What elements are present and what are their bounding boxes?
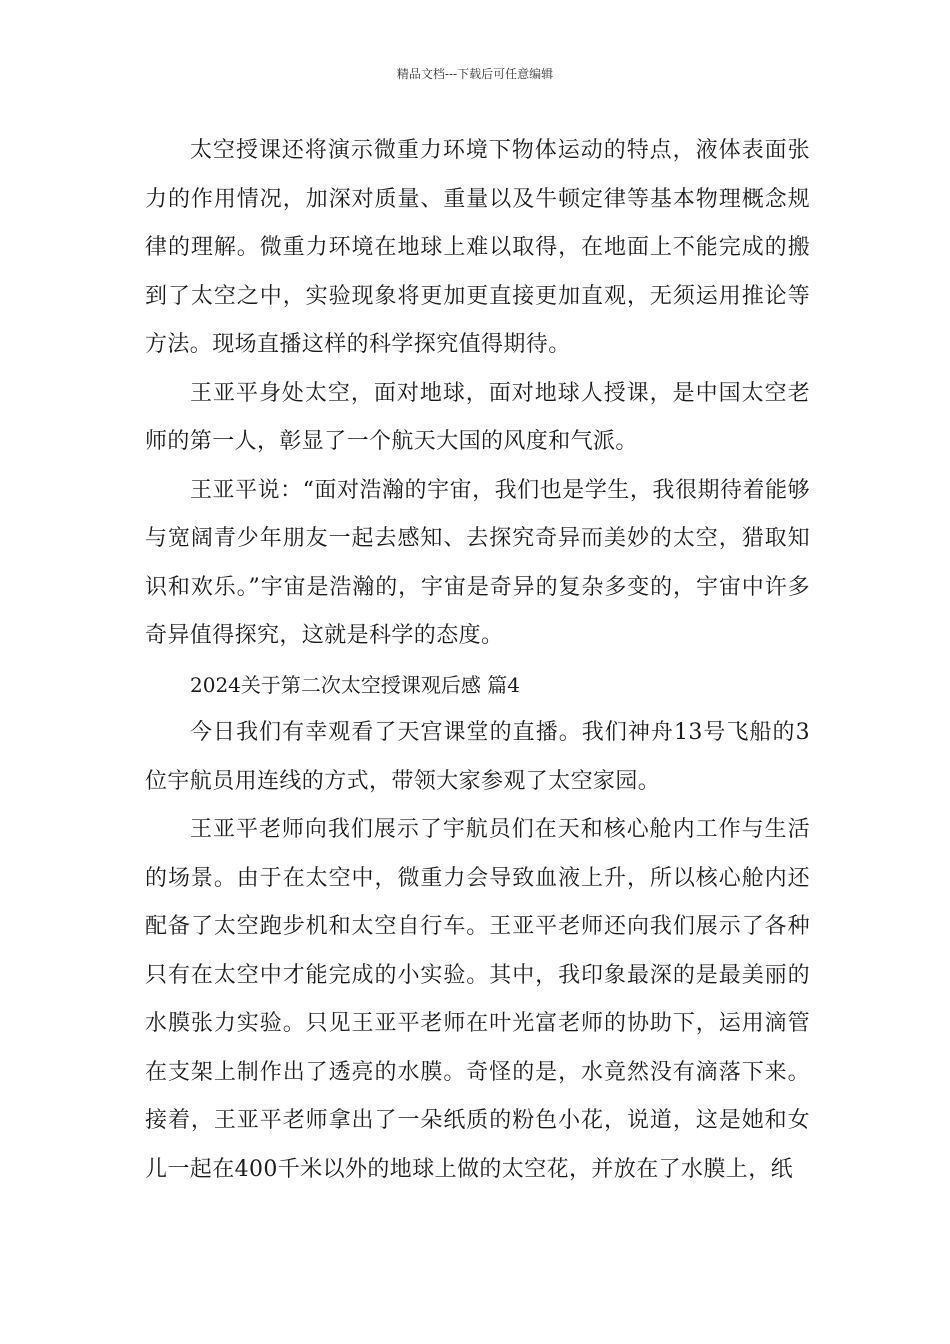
paragraph-2: 王亚平身处太空，面对地球，面对地球人授课，是中国太空老师的第一人，彰显了一个航天大国的风度和气派。 xyxy=(145,380,810,454)
section-heading: 2024关于第二次太空授课观后感 篇4 xyxy=(190,672,520,697)
page-header: 精品文档---下载后可任意编辑 xyxy=(396,67,554,81)
section-paragraph-2: 王亚平老师向我们展示了宇航员们在天和核心舱内工作与生活的场景。由于在太空中，微重力会导致血液上升，所以核心舱内还配备了太空跑步机和太空自行车。王亚平老师还向我们展示了各种只有在太空中才能完成的小实验。其中，我印象最深的是最美丽的水膜张力实验。只见王亚平老师在叶光富老师的协助下，运用滴管在支架上制作出了透亮的水膜。奇怪的是，水竟然没有滴落下来。接着，王亚平老师拿出了一朵纸质的粉色小花，说道，这是她和女儿一起在400千米以外的地球上做的太空花，并放在了水膜上，纸 xyxy=(145,817,810,1182)
section-paragraph-1: 今日我们有幸观看了天宫课堂的直播。我们神舟13号飞船的3位宇航员用连线的方式，带领大家参观了太空家园。 xyxy=(145,720,810,794)
document-body xyxy=(145,127,810,1194)
paragraph-1: 太空授课还将演示微重力环境下物体运动的特点，液体表面张力的作用情况，加深对质量、重量以及牛顿定律等基本物理概念规律的理解。微重力环境在地球上难以取得，在地面上不能完成的搬到了太空之中，实验现象将更加更直接更加直观，无须运用推论等方法。现场直播这样的科学探究值得期待。 xyxy=(145,138,810,357)
paragraph-3: 王亚平说：“面对浩瀚的宇宙，我们也是学生，我很期待着能够与宽阔青少年朋友一起去感知、去探究奇异而美妙的太空，猎取知识和欢乐。”宇宙是浩瀚的，宇宙是奇异的复杂多变的，宇宙中许多奇异值得探究，这就是科学的态度。 xyxy=(145,477,810,648)
